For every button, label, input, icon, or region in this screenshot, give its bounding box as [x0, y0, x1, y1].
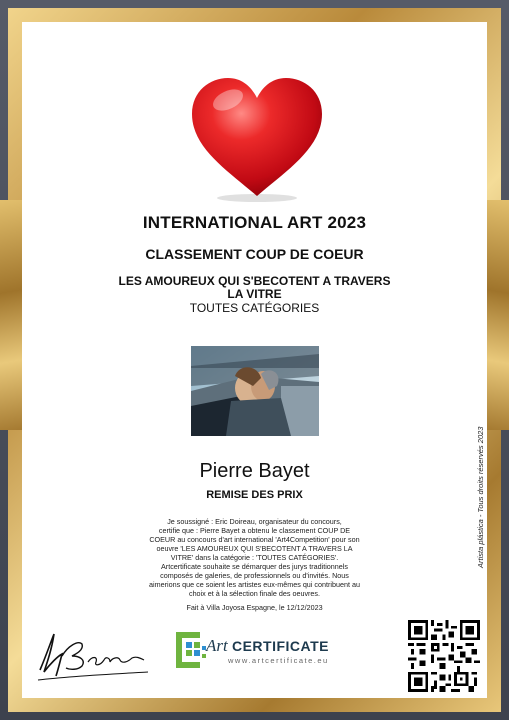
paragraph-line: Je soussigné : Eric Doireau, organisateur du concours,	[167, 517, 342, 526]
paragraph-line: Artcertificate souhaite se démarquer des jurys traditionnels	[161, 562, 348, 571]
logo-art-text: Art	[206, 636, 228, 655]
ranking-title: CLASSEMENT COUP DE COEUR	[145, 246, 364, 262]
award-label: REMISE DES PRIX	[206, 489, 303, 501]
signature-image	[32, 626, 150, 686]
logo-certificate-text: CERTIFICATE	[231, 638, 329, 654]
paragraph-line: VITRE' dans la catégorie : 'TOUTES CATÉGORIES'.	[170, 553, 339, 562]
about-paragraph	[118, 562, 391, 598]
artwork-title-line-1: LES AMOUREUX QUI S'BECOTENT A TRAVERS	[118, 274, 391, 288]
paragraph-line: aimerions que ce soient les artistes eux-mêmes qui contribuent au	[149, 580, 360, 589]
logo-wordmark	[206, 636, 329, 656]
winner-name: Pierre Bayet	[199, 460, 310, 482]
certification-paragraph	[118, 517, 391, 562]
right-ribbon-decoration	[487, 200, 509, 430]
copyright-side-text: Artista plástica - Tous droits réservés 2023	[476, 426, 485, 568]
artwork-title-line-2: LA VITRE	[227, 287, 282, 301]
paragraph-line: oeuvre 'LES AMOUREUX QUI S'BECOTENT A TRAVERS LA	[156, 544, 353, 553]
artwork-title	[22, 275, 487, 301]
paragraph-line: choix et à la sélection finale des oeuvres.	[188, 589, 321, 598]
artwork-image	[191, 346, 319, 436]
category-label: TOUTES CATÉGORIES	[189, 301, 320, 315]
paragraph-line: composés de galeries, de professionnels ou d'invités. Nous	[160, 571, 349, 580]
heart-icon	[188, 76, 326, 204]
place-date: Fait à Villa Joyosa Espagne, le 12/12/2023	[186, 603, 323, 612]
logo-url: www.artcertificate.eu	[228, 656, 329, 665]
certificate-title: INTERNATIONAL ART 2023	[142, 213, 367, 232]
qr-code	[406, 620, 482, 692]
paragraph-line: COEUR au concours d'art international 'Art4Competition' pour son	[149, 535, 360, 544]
left-ribbon-decoration	[0, 200, 22, 430]
paragraph-line: certifie que : Pierre Bayet a obtenu le classement COUP DE	[158, 526, 351, 535]
